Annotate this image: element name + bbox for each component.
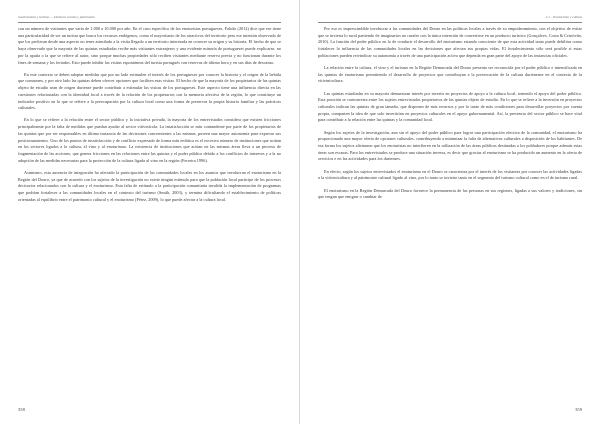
right-page [300, 0, 600, 424]
paragraph: Asimismo, esta ausencia de integración ha afectado la participación de las comunidades locales en los asuntos que involucran el enoturismo en la Región del Douro, ya que de acuerdo con los sujetos de la investigación no existe ningún estímulo para que la población local participe de los procesos decisorios relacionados con la cultura y el enoturismo. Esta falta de estímulo a la participación comunitaria invalida la implementación de programas que podrían fortalecer a las comunidades locales en el contexto del turismo (Smith, 2003), y termina dificultando el establecimiento de políticas orientadas al equilibrio entre el patrimonio cultural y el enoturismo (Pérez, 2009), lo que puede afectar a la cultura local. [18, 169, 281, 202]
right-text-block [318, 26, 582, 201]
left-page-number: 358 [18, 407, 25, 412]
paragraph: El enoturismo en la Región Demarcada del Douro favorece la permanencia de las personas en sus regiones, ligadas a sus valores y tradiciones, sin que tengan que emigrar o cambiar de [318, 187, 582, 200]
paragraph: En este contexto se deben adoptar medidas que por un lado estimulen el interés de los portugueses por conocer la historia y el origen de la bebida que consumen, y por otro lado las quintas deben ofrecer opciones que faciliten esas visitas. El hecho de que la mayoría de los propietarios de las quintas objeto de estudio sean de origen duriense puede contribuir a estimular las visitas de los portugueses. Este aspecto tiene una influencia directa en las cuestiones relacionadas con la identidad local a través de la relación de los propietarios con la memoria afectiva de la región, lo que constituye un indicador positivo en lo que se refiere a la preocupación por la cultura local como una forma de preservar la propia historia familiar y las prácticas culturales. [18, 71, 281, 111]
left-running-head [18, 15, 281, 23]
left-running-head-text: Gastronomía y turismo — Destinos rurales y patrimonio [18, 15, 95, 19]
paragraph: Según los sujetos de la investigación, aun sin el apoyo del poder público para lograr una participación efectiva de la comunidad, el enoturismo ha proporcionado una mayor oferta de opciones culturales, contribuyendo a minimizar la falta de alternativas culturales a disposición de los habitantes. De esa forma los sujetos afirmaron que los enoturistas no interfieren en la utilización de las áreas públicas destinadas a los pobladores porque además estas áreas son escasas. Para los entrevistados se produce una situación inversa, es decir que gracias al enoturismo se ha producido un aumento en la oferta de servicios e en las actividades para los durienses. [318, 129, 582, 162]
paragraph: En lo que se refiere a la relación entre el sector público y la iniciativa privada, la mayoría de los entrevistados considera que existen fricciones principalmente por la falta de medidas que puedan ayudar al sector vitivinícola. La insatisfacción se más contundente por parte de los propietarios de las quintas que por ser responsables en última instancia de las decisiones concernientes a las mismas, poseen una mayor autonomía para expresar sus posicionamientos. Uno de los puntos de insatisfacción y de conflicto expresado de forma más enfática es el excesivo número de instituciones que actúan en los sectores ligados a la cultura, al vino y al enoturismo. La existencia de instituciones que actúan en las mismas áreas lleva a un proceso de fragmentación de las acciones, que genera fricciones en las relaciones entre las quintas y el poder público debido a los conflictos de intereses y a la no adopción de las medidas necesarias para la protección de la cultura ligada al vino en la región (Ferreira 1996). [18, 117, 281, 163]
left-text-block [18, 26, 281, 203]
right-page-number: 359 [575, 407, 582, 412]
right-running-head [318, 15, 582, 23]
paragraph: La relación entre la cultura, el vino y el turismo en la Región Demarcada del Douro presenta ser reconocida por el poder público e intensificada en las quintas de enoturismo permitiendo el desarrollo de proyectos que contribuyan a la preservación de la cultura durienense en el contexto de la vitivinicultura. [318, 65, 582, 84]
paragraph: En efecto, según los sujetos entrevistados el enoturismo en el Douro se caracteriza por el interés de los visitantes por conocer las actividades ligadas a la vitivinicultura y al patrimonio cultural ligado al vino, por lo tanto se invierte tanto en el segmento del turismo cultural como en el de turismo rural. [318, 168, 582, 181]
paragraph: Por eso es imprescindible involucrar a las comunidades del Douro en las políticas locales a través de su empoderamiento, con el objetivo de evitar que se invierta lo rural partiendo de imaginarios no rurales con la única intención de convertirse en un producto turístico (Gonçalves, Costa & Cristóvão, 2010). La función del poder público en lo de conducir el desarrollo del enoturismo estando consciente de que esta actividad tanto puede debilitar como fortalecer la influencia de las comunidades locales en las decisiones que afectan sus propias vidas. El fortalecimiento sólo será posible si estas poblaciones pueden reivindicar su autonomía a través de una participación activa que dependa en gran parte del apoyo de las instancias oficiales. [318, 26, 582, 58]
right-running-head-text: 2.1 – Enoturismo y cultura [545, 15, 582, 19]
paragraph: con un número de visitantes que varía de 1.000 a 10.000 por año. En el caso específico de los enoturistas portugueses, Faloão (2012) dice que ese tiene una particularidad de ser un turista que busca los recursos endógenos, como el mayoritario de los atractivos del territorio pero ese intentón observado de que los prefieran desde una aspecto no tener asimilado a la visita llegado a un territorio interesada en conocer su origen y su historia. El hecho de que se haya observado que la mayoría de las quintas estudiadas recibe más visitantes extranjeros y una evidente minoría de portugueses puede explicarse, no por la apatía o la que se refiere al autor, sino porque muchas propiedades sólo reciben visitantes mediante reserva previa y no funcionan durante los fines de semana y los feriados. Esto puede inhibir las visitas espontáneas del turista portugués con reservas de último hora y en sus días de descanso. [18, 26, 281, 65]
paragraph: Las quintas estudiadas en su mayoría demuestran interés por invertir en proyectos de apoyo a la cultura local, teniendo el apoyo del poder público. Esta posición se contrarresta entre los sujetos entrevistados propietarios de las quintas objeto de estudio. En lo que se refiere a la inversión en proyectos culturales indican las quintas de gran tamaño, que disponen de más recursos y por lo tanto de más condiciones para desarrollar proyectos por cuenta propia, comparten la idea de que solo invertirían en proyectos culturales en el apoyo gubernamental. Así, la presencia del sector público se hace vital para contribuir a la relación entre las quintas y la comunidad local. [318, 90, 582, 123]
